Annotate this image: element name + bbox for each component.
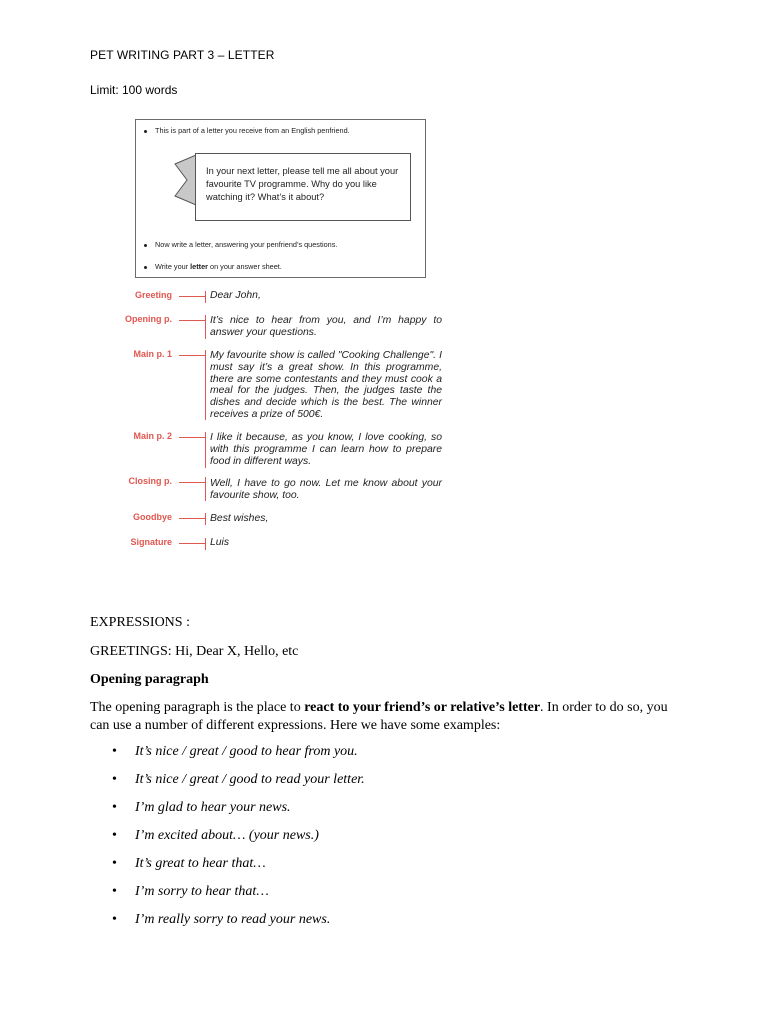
- letter-opening: It’s nice to hear from you, and I’m happy to answer your questions.: [210, 315, 442, 338]
- task-box: [135, 119, 426, 278]
- bullet-icon: [144, 244, 147, 247]
- letter-main-1: My favourite show is called "Cooking Challenge". I must say it’s a great show. In this programme, there are some contestants and they must cook a meal for the judges. Then, the judges taste the dishes and decide which is the best. The winner receives a prize of 500€.: [210, 350, 442, 420]
- opening-paragraph: The opening paragraph is the place to react to your friend’s or relative’s letter. In order to do so, you can use a number of different expressions. Here we have some examples:: [90, 700, 668, 733]
- bullet-icon: •: [112, 856, 117, 871]
- bullet-icon: •: [112, 800, 117, 815]
- bullet-icon: [144, 130, 147, 133]
- bullet-icon: [144, 266, 147, 269]
- letter-main-2: I like it because, as you know, I love cooking, so with this programme I can learn how to prepare food in different ways.: [210, 432, 442, 467]
- bracket-line: [205, 315, 206, 339]
- bullet-icon: •: [112, 744, 117, 759]
- bracket-line: [205, 513, 206, 525]
- connector-line: [179, 518, 205, 519]
- word-limit: Limit: 100 words: [90, 83, 178, 97]
- connector-line: [179, 296, 205, 297]
- letter-goodbye: Best wishes,: [210, 513, 269, 524]
- letter-closing: Well, I have to go now. Let me know about your favourite show, too.: [210, 478, 442, 501]
- label-signature: Signature: [130, 537, 172, 547]
- bracket-line: [205, 477, 206, 501]
- letter-signature: Luis: [210, 537, 230, 548]
- label-goodbye: Goodbye: [132, 512, 172, 522]
- quote-text: In your next letter, please tell me all about your favourite TV programme. Why do you like watching it? What’s it about?: [206, 166, 399, 202]
- bracket-line: [205, 538, 206, 550]
- bullet-icon: •: [112, 772, 117, 787]
- label-main-1: Main p. 1: [133, 349, 172, 359]
- label-greeting: Greeting: [134, 290, 172, 300]
- connector-line: [179, 437, 205, 438]
- bracket-line: [205, 350, 206, 420]
- label-closing: Closing p.: [128, 476, 172, 486]
- opening-heading: Opening paragraph: [90, 672, 209, 687]
- label-main-2: Main p. 2: [133, 431, 172, 441]
- bullet-icon: •: [112, 884, 117, 899]
- connector-line: [179, 355, 205, 356]
- task-instruction-1: Now write a letter, answering your penfriend’s questions.: [144, 240, 337, 249]
- quote-bubble: [195, 153, 411, 221]
- task-instruction-2: Write your letter on your answer sheet.: [144, 262, 282, 271]
- connector-line: [179, 320, 205, 321]
- bullet-icon: •: [112, 828, 117, 843]
- greetings-line: GREETINGS: Hi, Dear X, Hello, etc: [90, 644, 299, 659]
- connector-line: [179, 543, 205, 544]
- letter-greeting: Dear John,: [210, 290, 261, 301]
- bracket-line: [205, 291, 206, 303]
- document-title: PET WRITING PART 3 – LETTER: [90, 48, 275, 62]
- label-opening: Opening p.: [125, 314, 172, 324]
- task-intro: This is part of a letter you receive from an English penfriend.: [144, 126, 350, 135]
- bracket-line: [205, 432, 206, 468]
- connector-line: [179, 482, 205, 483]
- expressions-heading: EXPRESSIONS :: [90, 615, 190, 630]
- bullet-icon: •: [112, 912, 117, 927]
